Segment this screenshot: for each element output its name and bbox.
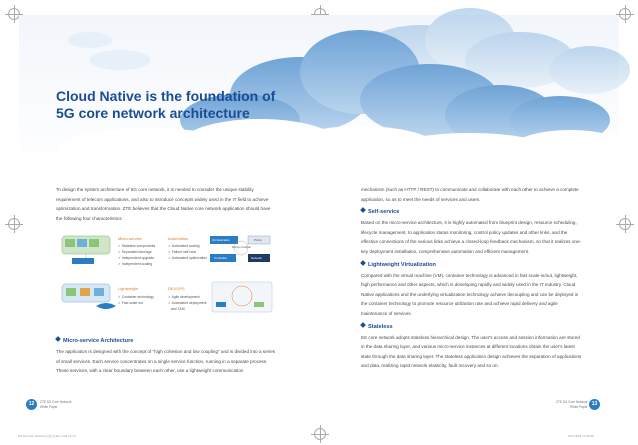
feature-item: and T&M	[170, 307, 185, 311]
title-line-1: Cloud Native is the foundation of	[56, 88, 276, 104]
feature-item: ✓ Independent scaling	[118, 262, 153, 266]
feature-item: ✓ Stateless components	[118, 244, 156, 248]
print-slug-left: 5G SA Core Network白皮书 EN .indd 12-13	[18, 434, 76, 438]
page-title	[56, 88, 275, 122]
characteristics-diagram	[56, 228, 296, 328]
feature-item: ✓ Automated deployment	[168, 301, 207, 305]
feature-item: ✓ Fast scale out	[118, 301, 143, 305]
footer-line: White Paper	[40, 404, 58, 409]
orchestration-box-label: Orchestration	[212, 238, 231, 242]
devops-items	[168, 294, 206, 312]
lightweight-paragraph: Compared with the virtual machine (VM), container technology is advanced in fast scale-in/out, lightweight, high performance and other aspects, which is developing rapidly and widely used in the IT industry. Cloud Native applications and the underlying virtualization technology achieve decoupling and can be deployed in the container technology to promote resource utilization rate and achieve rapid delivery and agile maintenance of services.	[361, 272, 579, 316]
feature-item: ✓ Automated scaling	[168, 244, 200, 248]
diamond-bullet-icon	[55, 336, 61, 342]
right-column	[361, 185, 584, 371]
print-slug-right: 2017/4/18 17:39:28	[568, 434, 594, 438]
feature-item: ✓ Independent upgrade	[118, 256, 155, 260]
feature-item: ✓ Automated optimization	[168, 256, 208, 260]
registration-mark-center-bottom	[314, 428, 326, 440]
left-column	[56, 185, 278, 223]
left-page-number: 12	[26, 399, 37, 410]
feature-item: ✓ Failure self-heal	[168, 250, 196, 254]
automation-items	[168, 243, 207, 261]
diamond-bullet-icon	[360, 322, 366, 328]
footer-line: ZTE 5G Core Network	[556, 400, 588, 404]
lightweight-label: Lightweight	[118, 286, 139, 291]
footer-line: White Paper	[569, 404, 588, 409]
micro-service-label: Micro-service	[118, 236, 142, 241]
feature-item: ✓ Separated lator/age	[118, 250, 152, 254]
feature-item: ✓ Container technology	[118, 295, 154, 299]
microservice-section	[56, 333, 278, 376]
lightweight-items	[118, 294, 154, 306]
selfservice-heading: Self-service	[361, 208, 584, 217]
network-box-label: Network	[251, 256, 263, 260]
registration-mark-mid-right	[619, 218, 631, 230]
devops-label: DEVOPS	[168, 286, 185, 291]
stateless-heading: Stateless	[361, 323, 584, 332]
lightweight-heading: Lightweight Virtualization	[361, 261, 584, 270]
footer-line: ZTE 5G Core Network	[40, 400, 72, 404]
intro-paragraph: To design the system architecture of 5G core network, it is needed to consider the unique stability requirement of telecom applications, and also to introduce concepts widely used in the IT field to achieve optimization and transformation. ZTE believes that the Cloud Native core network application should have the following four characteristics:	[56, 187, 271, 221]
mechanism-paragraph: mechanism (such as HTTP / REST) to communicate and collaborate with each other to achieve a complete application, so as to meet the needs of services and users.	[361, 187, 579, 202]
diamond-bullet-icon	[360, 207, 366, 213]
controller-box-label: Controller	[214, 256, 228, 260]
microservice-paragraph: The application is designed with the concept of "high cohesion and low coupling" and is divided into a series of small services. Each service concentrates on a single service function, running in a separate process. These services, with a clear boundary between each other, use a lightweight communication	[56, 349, 276, 374]
feature-item: ✓ Agile development	[168, 295, 200, 299]
title-line-2: 5G core network architecture	[56, 105, 250, 121]
right-footer-text	[556, 400, 588, 409]
stateless-paragraph: 5G core network adopts stateless hierarchical design. The user's access and session information are stored in the data sharing layer, and various micro-service instances at different locations obtain the user's latest state through the data sharing layer. The stateless application design achieves the separation of applications and data, realizing rapid network elasticity, fault recovery and so on.	[361, 334, 582, 369]
diamond-bullet-icon	[360, 260, 366, 266]
monitor-label: Monitor Analysis	[232, 246, 251, 249]
selfservice-paragraph: Based on the micro-service architecture, it is highly automated from blueprint design, resource scheduling, lifecycle management, to application status monitoring, control policy updates and other links, and the effective connections of the various links achieve a closed-loop feedback mechanism, so that it realizes one-key deployment installation, comprehensive automation and efficient management.	[361, 220, 582, 254]
registration-mark-mid-left	[8, 218, 20, 230]
microservice-heading: Micro-service Architecture	[56, 337, 278, 346]
right-page-number: 13	[589, 399, 600, 410]
left-footer-text	[40, 400, 72, 409]
micro-service-items	[118, 243, 155, 267]
policy-box-label: Policy	[254, 238, 263, 242]
automation-label: Automation	[168, 236, 189, 241]
